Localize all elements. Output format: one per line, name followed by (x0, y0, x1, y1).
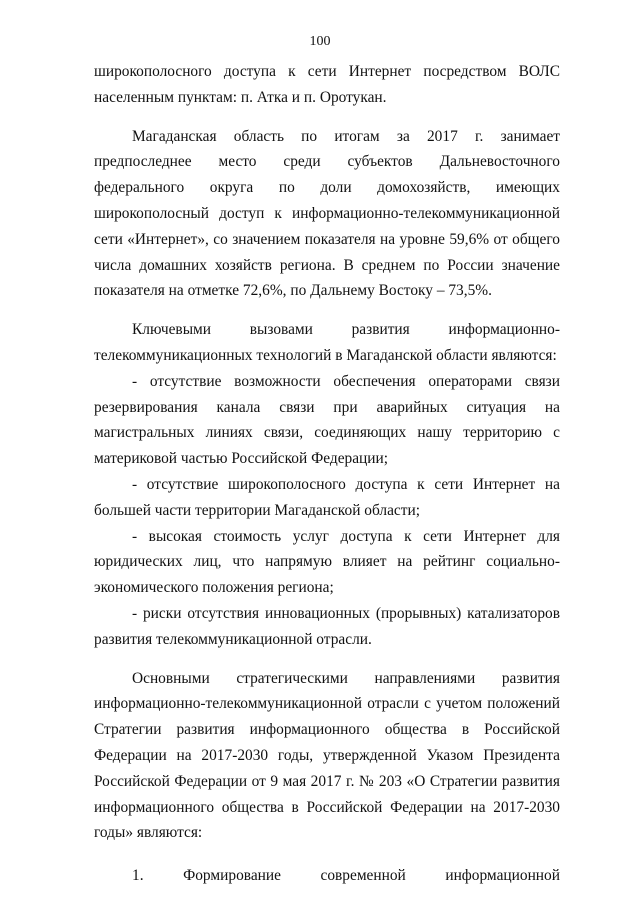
list-item-high-cost: - высокая стоимость услуг доступа к сети Интернет для юридических лиц, что напрямую влияет на рейтинг социально-экономического положения региона; (94, 527, 560, 597)
numbered-item-word: информационной (445, 867, 560, 885)
numbered-item-1 (94, 863, 560, 889)
numbered-item-word: Формирование (183, 867, 281, 885)
list-item-innovation-risks: - риски отсутствия инновационных (прорывных) катализаторов развития телекоммуникационной отрасли. (94, 604, 560, 648)
paragraph-strategic-directions: Основными стратегическими направлениями развития информационно-телекоммуникационной отрасли с учетом положений Стратегии развития информационного общества в Российской Федерации на 2017-2030 годы, утвержденной Указом Президента Российской Федерации от 9 мая 2017 г. № 203 «О Стратегии развития информационного общества в Российской Федерации на 2017-2030 годы» являются: (94, 669, 560, 842)
list-item-backup-channel: - отсутствие возможности обеспечения операторами связи резервирования канала связи при аварийных ситуация на магистральных линиях связи, соединяющих нашу территорию с материковой частью Российской Федерации; (94, 372, 560, 468)
paragraph-broadband-continuation: широкополосного доступа к сети Интернет посредством ВОЛС населенным пунктам: п. Атка и п. Оротукан. (94, 63, 560, 106)
paragraph-household-statistics: Магаданская область по итогам за 2017 г. занимает предпоследнее место среди субъектов Дальневосточного федерального округа по доли домохозяйств, имеющих широкополосный доступ к информационно-телекоммуникационной сети «Интернет», со значением показателя на уровне 59,6% от общего числа домашних хозяйств региона. В среднем по России значение показателя на отметке 72,6%, по Дальнему Востоку – 73,5%. (94, 127, 560, 300)
list-item-broadband-absence: - отсутствие широкополосного доступа к сети Интернет на большей части территории Магаданской области; (94, 475, 560, 519)
paragraph-key-challenges-intro: Ключевыми вызовами развития информационно-телекоммуникационных технологий в Магаданской области являются: (94, 321, 560, 364)
numbered-item-word: современной (320, 867, 406, 885)
document-body (94, 59, 560, 889)
numbered-item-number: 1. (132, 867, 144, 885)
page-number: 100 (309, 34, 331, 49)
